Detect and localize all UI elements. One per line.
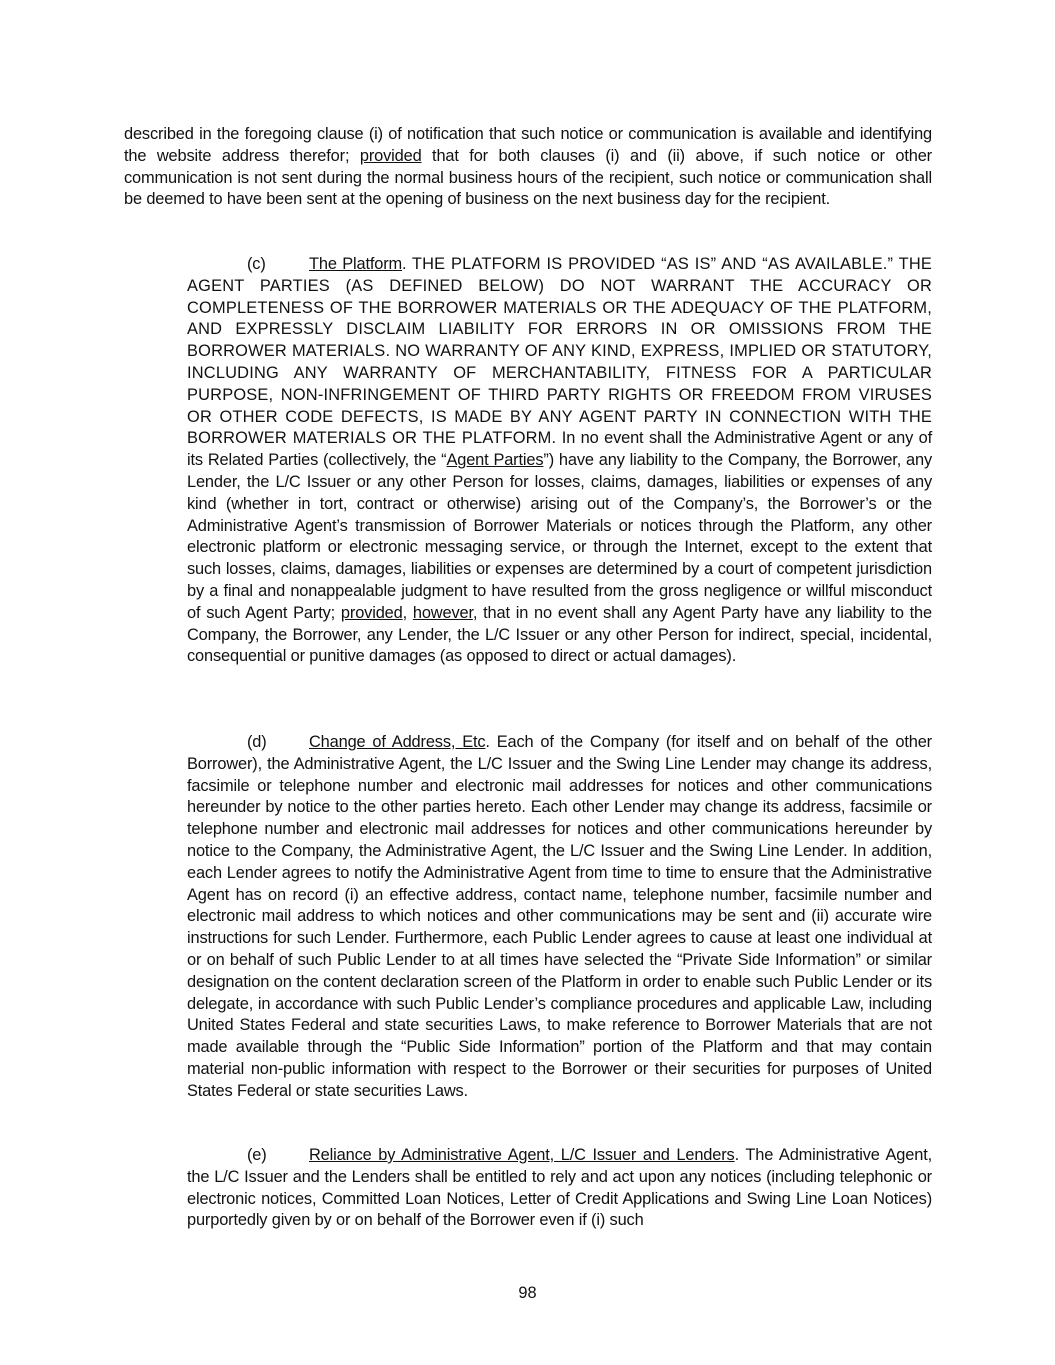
section-d-heading: Change of Address, Etc xyxy=(309,733,486,751)
section-d-label: (d) xyxy=(247,733,267,751)
however-term: however xyxy=(412,603,473,622)
section-c-paragraph xyxy=(187,254,932,668)
section-c-text-2: ”) have any liability to the Company, the Borrower, any Lender, the L/C Issuer or any other Person for losses, claims, damages, liabilities or expenses of any kind (whether in tort, contract or otherwise) arising out of the Company’s, the Borrower’s or the Administrative Agent’s transmission of Borrower Materials or notices through the Platform, any other electronic platform or electronic messaging service, or through the Internet, except to the extent that such losses, claims, damages, liabilities or expenses are determined by a court of competent jurisdiction by a final and nonappealable judgment to have resulted from the gross negligence or willful misconduct of such Agent Party; xyxy=(187,451,932,622)
section-c-text-4: , that in no event shall any Agent Party have any liability to the Company, the Borrower, any Lender, the L/C Issuer or any other Person for indirect, special, incidental, consequential or punitive damages (as opposed to direct or actual damages). xyxy=(187,603,932,666)
section-e-heading: Reliance by Administrative Agent, L/C Issuer and Lenders xyxy=(309,1146,735,1164)
agent-parties-term: Agent Parties xyxy=(446,451,544,470)
section-c-heading: The Platform xyxy=(309,255,403,273)
provided-term: provided xyxy=(340,603,403,622)
section-c-text-1: In no event shall the Administrative Agent or any of its Related Parties (collectively, the “ xyxy=(187,429,932,470)
intro-paragraph xyxy=(124,124,932,211)
section-d-paragraph xyxy=(187,732,932,1103)
page-number: 98 xyxy=(518,1284,537,1302)
provided-term: provided xyxy=(359,146,422,165)
section-c-label: (c) xyxy=(247,255,266,273)
section-c-disclaimer: THE PLATFORM IS PROVIDED “AS IS” AND “AS AVAILABLE.” THE AGENT PARTIES (AS DEFINED BELOW) DO NOT WARRANT THE ACCURACY OR COMPLETENESS OF THE BORROWER MATERIALS OR THE ADEQUACY OF THE PLATFORM, AND EXPRESSLY DISCLAIM LIABILITY FOR ERRORS IN OR OMISSIONS FROM THE BORROWER MATERIALS. NO WARRANTY OF ANY KIND, EXPRESS, IMPLIED OR STATUTORY, INCLUDING ANY WARRANTY OF MERCHANTABILITY, FITNESS FOR A PARTICULAR PURPOSE, NON-INFRINGEMENT OF THIRD PARTY RIGHTS OR FREEDOM FROM VIRUSES OR OTHER CODE DEFECTS, IS MADE BY ANY AGENT PARTY IN CONNECTION WITH THE BORROWER MATERIALS OR THE PLATFORM. xyxy=(187,255,933,448)
intro-text-1: described in the foregoing clause (i) of notification that such notice or communication is available and identifying the website address therefor; xyxy=(124,125,932,165)
section-c-text-3: , xyxy=(402,603,413,622)
section-e-paragraph xyxy=(187,1145,932,1232)
intro-text-2: that for both clauses (i) and (ii) above, if such notice or other communication is not sent during the normal business hours of the recipient, such notice or communication shall be deemed to have been sent at the opening of business on the next business day for the recipient. xyxy=(124,146,932,209)
section-e-label: (e) xyxy=(247,1146,267,1164)
section-e-text: . The Administrative Agent, the L/C Issuer and the Lenders shall be entitled to rely and act upon any notices (including telephonic or electronic notices, Committed Loan Notices, Letter of Credit Applications and Swing Line Loan Notices) purportedly given by or on behalf of the Borrower even if (i) such xyxy=(187,1146,933,1230)
section-c-text-0: . xyxy=(402,255,412,273)
section-d-text: . Each of the Company (for itself and on behalf of the other Borrower), the Administrative Agent, the L/C Issuer and the Swing Line Lender may change its address, facsimile or telephone number and electronic mail addresses for notices and other communications hereunder by notice to the other parties hereto. Each other Lender may change its address, facsimile or telephone number and electronic mail addresses for notices and other communications hereunder by notice to the Company, the Administrative Agent, the L/C Issuer and the Swing Line Lender. In addition, each Lender agrees to notify the Administrative Agent from time to time to ensure that the Administrative Agent has on record (i) an effective address, contact name, telephone number, facsimile number and electronic mail address to which notices and other communications may be sent and (ii) accurate wire instructions for such Lender. Furthermore, each Public Lender agrees to cause at least one individual at or on behalf of such Public Lender to at all times have selected the “Private Side Information” or similar designation on the content declaration screen of the Platform in order to enable such Public Lender or its delegate, in accordance with such Public Lender’s compliance procedures and applicable Law, including United States Federal and state securities Laws, to make reference to Borrower Materials that are not made available through the “Public Side Information” portion of the Platform and that may contain material non-public information with respect to the Borrower or their securities for purposes of United States Federal or state securities Laws. xyxy=(187,733,932,1100)
